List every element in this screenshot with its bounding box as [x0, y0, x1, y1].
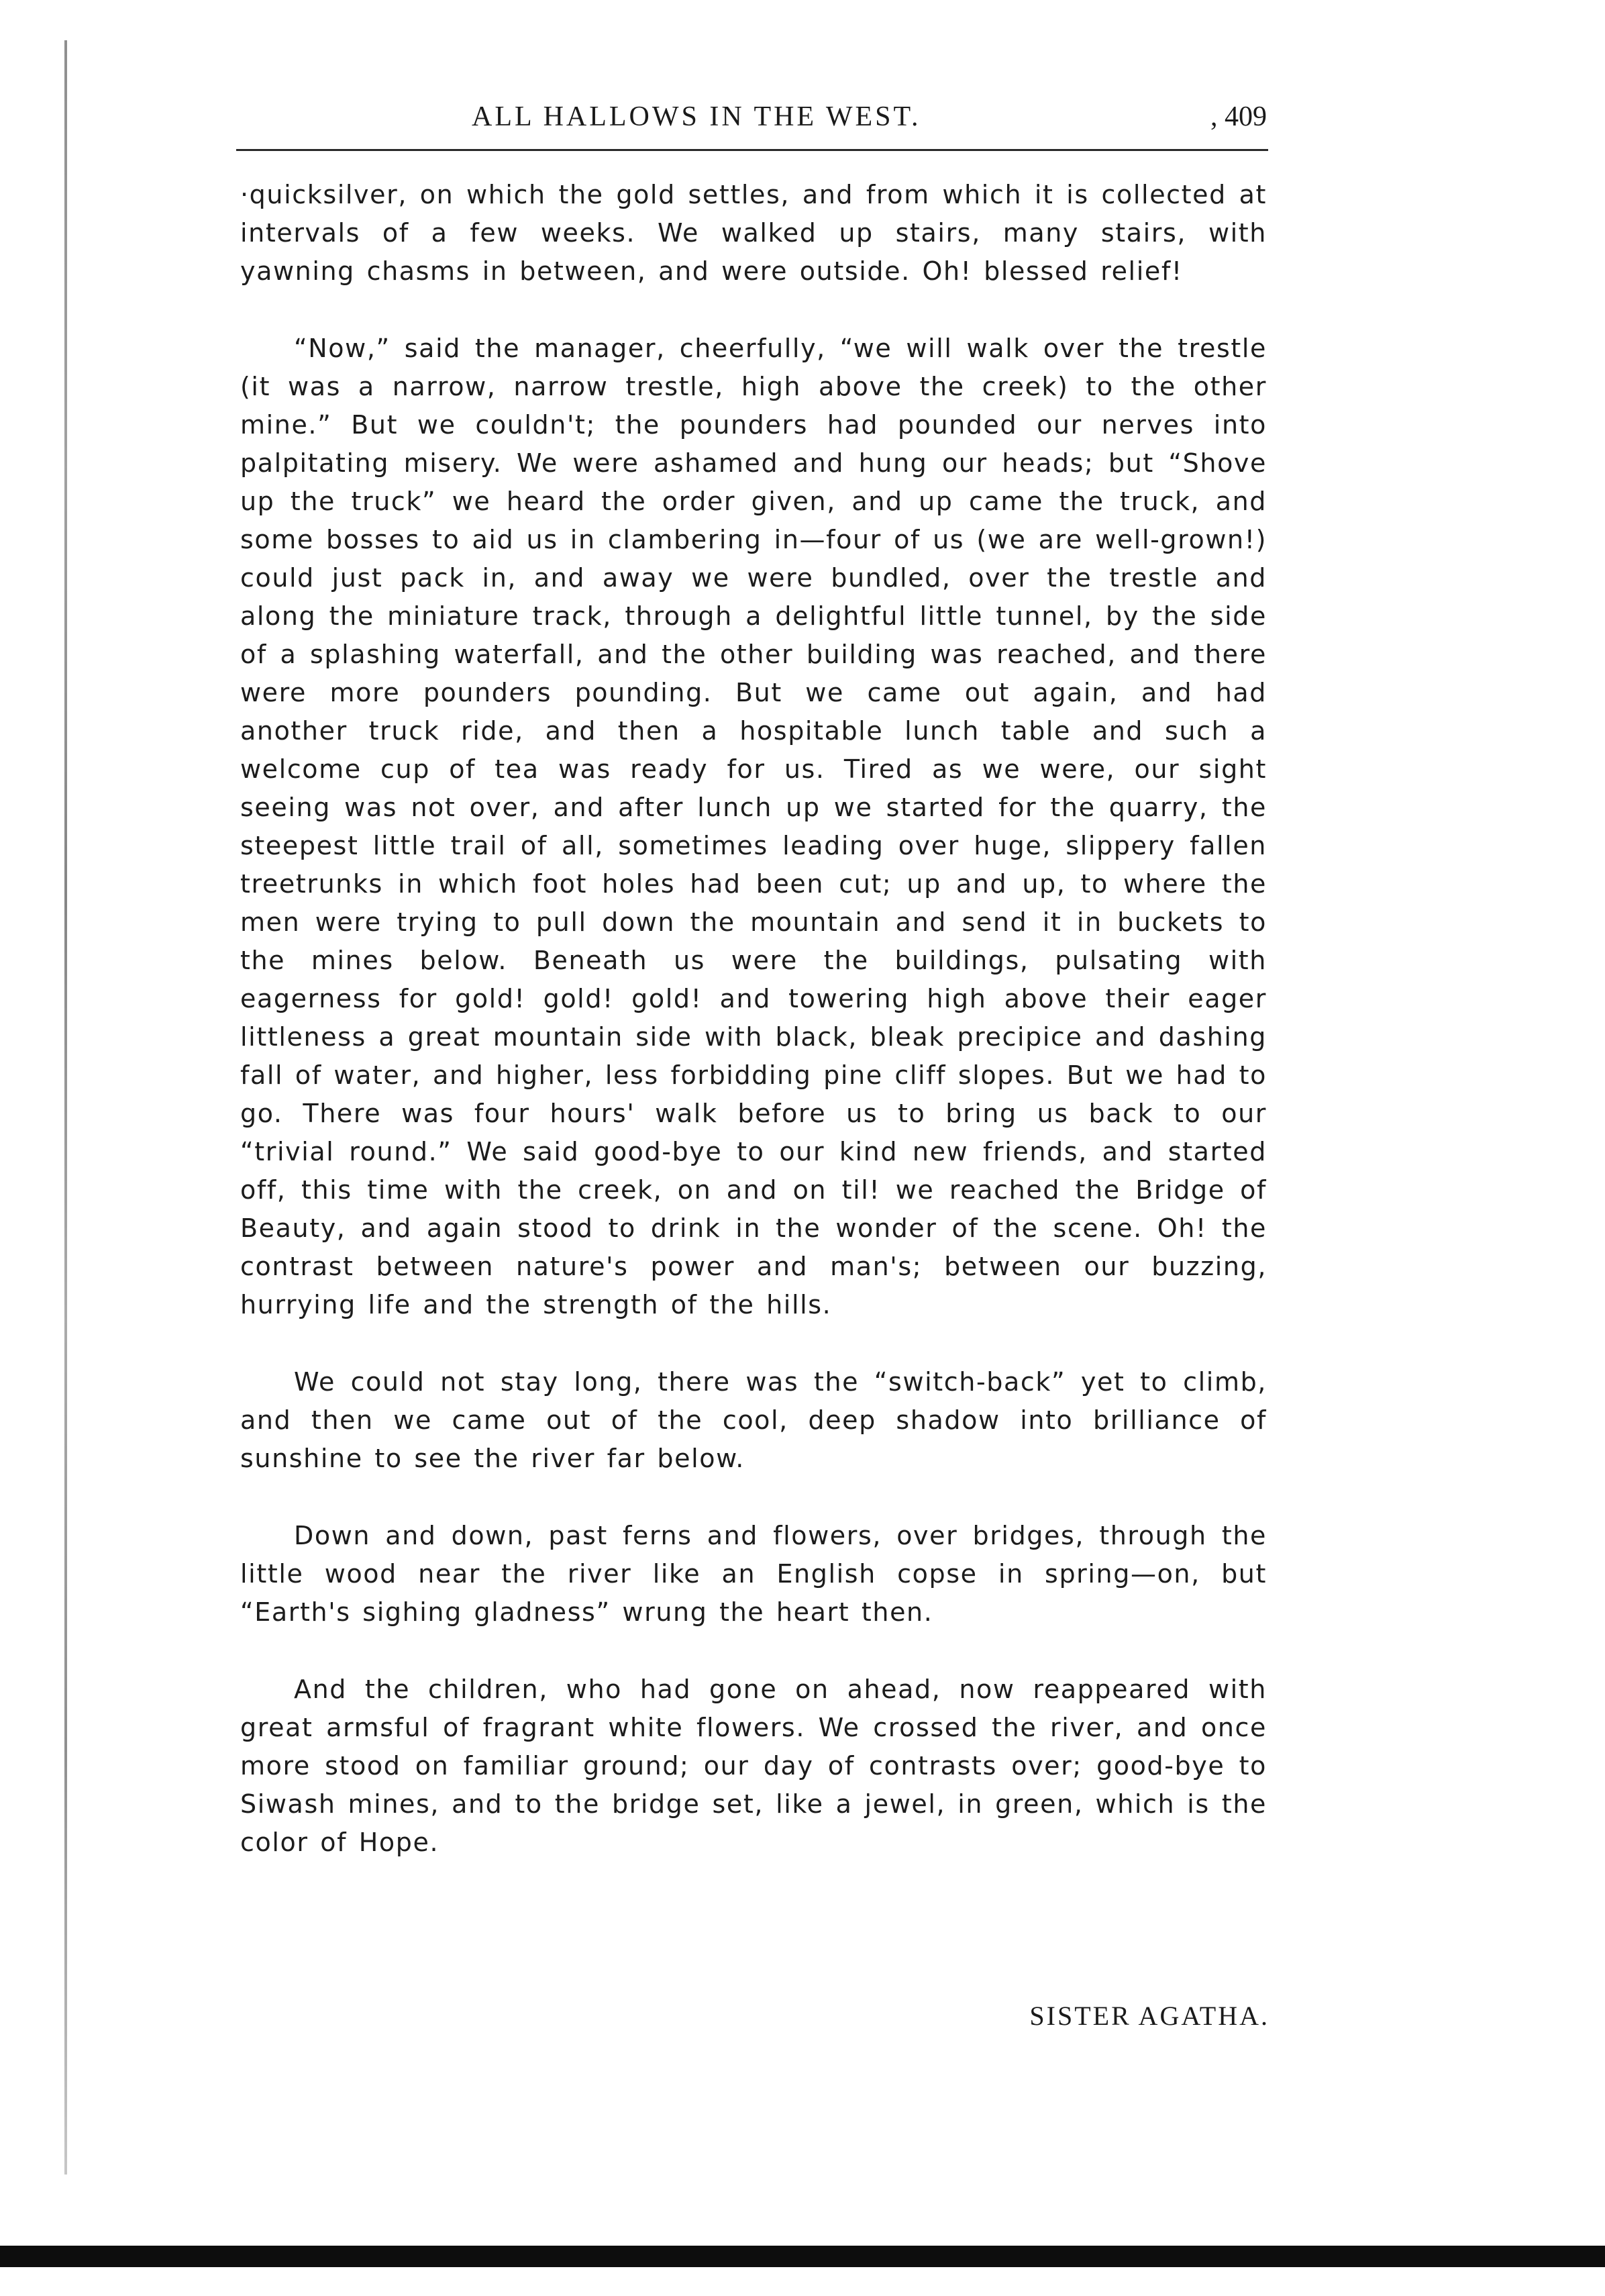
body-text	[240, 176, 1267, 1862]
running-title: ALL HALLOWS IN THE WEST.	[472, 101, 921, 132]
paragraph-1: ·quicksilver, on which the gold settles, and from which it is collected at intervals of a few weeks. We walked up stairs, many stairs, with yawning chasms in between, and were outside. Oh! blessed relief!	[240, 180, 1267, 286]
paragraph-5: And the children, who had gone on ahead, now reappeared with great armsful of fragrant white flowers. We crossed the river, and once more stood on familiar ground; our day of contrasts over; good-bye to Siwash mines, and to the bridge set, like a jewel, in green, which is the color of Hope.	[240, 1675, 1267, 1857]
paragraph-2: “Now,” said the manager, cheerfully, “we will walk over the trestle (it was a narrow, narrow trestle, high above the creek) to the other mine.” But we couldn't; the pounders had pounded our nerves into palpitating misery. We were ashamed and hung our heads; but “Shove up the truck” we heard the order given, and up came the truck, and some bosses to aid us in clambering in—four of us (we are well-grown!) could just pack in, and away we were bundled, over the trestle and along the miniature track, through a delightful little tunnel, by the side of a splashing waterfall, and the other building was reached, and there were more pounders pounding. But we came out again, and had another truck ride, and then a hospitable lunch table and such a welcome cup of tea was ready for us. Tired as we were, our sight seeing was not over, and after lunch up we started for the quarry, the steepest little trail of all, sometimes leading over huge, slippery fallen treetrunks in which foot holes had been cut; up and up, to where the men were trying to pull down the mountain and send it in buckets to the mines below. Beneath us were the buildings, pulsating with eagerness for gold! gold! gold! and towering high above their eager littleness a great mountain side with black, bleak precipice and dashing fall of water, and higher, less forbidding pine cliff slopes. But we had to go. There was four hours' walk before us to bring us back to our “trivial round.” We said good-bye to our kind new friends, and started off, this time with the creek, on and on til! we reached the Bridge of Beauty, and again stood to drink in the wonder of the scene. Oh! the contrast between nature's power and man's; between our buzzing, hurrying life and the strength of the hills.	[240, 334, 1267, 1319]
paragraph-4: Down and down, past ferns and flowers, over bridges, through the little wood near the river like an English copse in spring—on, but “Earth's sighing gladness” wrung the heart then.	[240, 1521, 1267, 1627]
page-number: , 409	[1210, 101, 1267, 132]
running-head	[240, 101, 1267, 149]
signature: SISTER AGATHA.	[1029, 2001, 1270, 2031]
scan-bottom-bar	[0, 2246, 1605, 2267]
paragraph-3: We could not stay long, there was the “switch-back” yet to climb, and then we came out of the cool, deep shadow into brilliance of sunshine to see the river far below.	[240, 1367, 1267, 1473]
header-rule	[236, 149, 1268, 151]
binding-edge	[64, 40, 67, 2175]
